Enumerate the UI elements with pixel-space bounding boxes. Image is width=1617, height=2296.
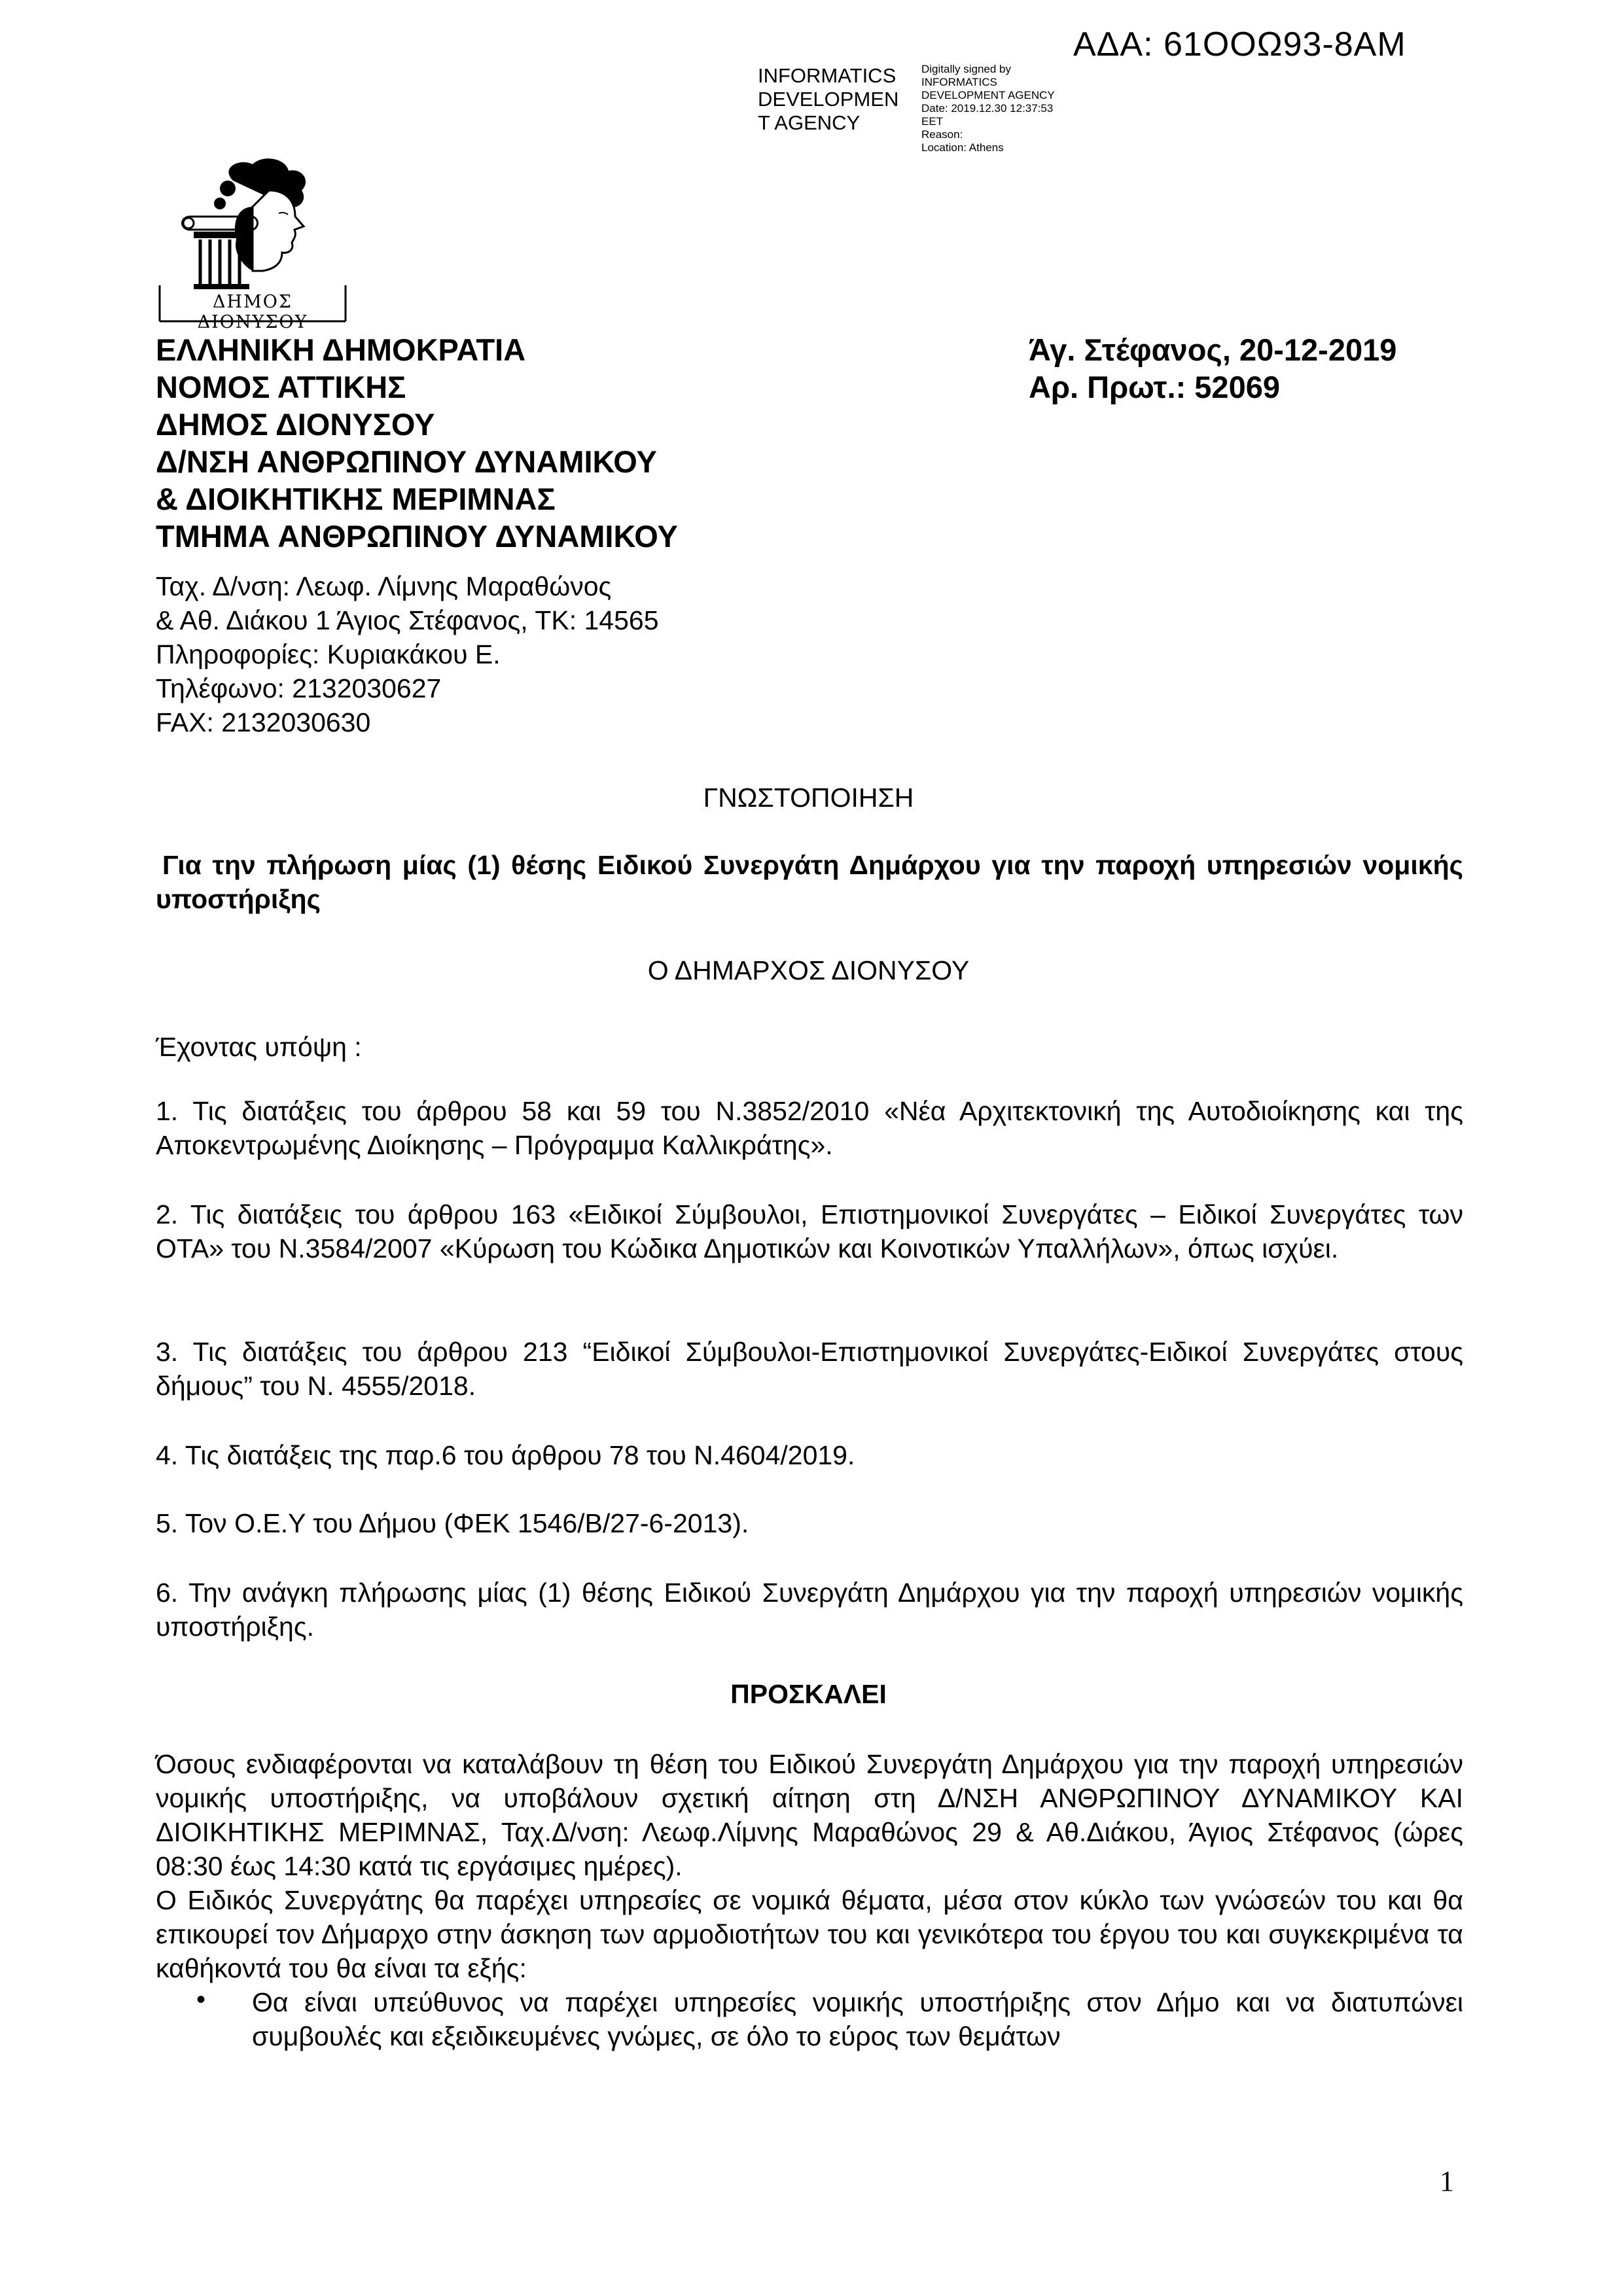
signer-line: DEVELOPMEN bbox=[758, 88, 899, 111]
invites-heading: ΠΡΟΣΚΑΛΕΙ bbox=[730, 1679, 887, 1709]
signer-line: INFORMATICS bbox=[758, 64, 897, 87]
legal-basis-item: 5. Τον Ο.Ε.Υ του Δήμου (ΦΕΚ 1546/Β/27-6-2013). bbox=[156, 1508, 749, 1538]
issuer-line: ΕΛΛΗΝΙΚΗ ΔΗΜΟΚΡΑΤΙΑ bbox=[156, 332, 526, 367]
contact-line: Πληροφορίες: Κυριακάκου Ε. bbox=[156, 639, 501, 669]
signature-detail-line: Digitally signed by bbox=[921, 63, 1012, 75]
legal-basis-item: 6. Την ανάγκη πλήρωσης μίας (1) θέσης Ειδικού Συνεργάτη Δημάρχου για την παροχή υπηρεσιών νομικής υποστήριξης. bbox=[156, 1578, 1463, 1642]
legal-basis-item: 4. Τις διατάξεις της παρ.6 του άρθρου 78 του Ν.4604/2019. bbox=[156, 1440, 855, 1470]
issuer-header bbox=[156, 331, 678, 555]
signature-detail-line: DEVELOPMENT AGENCY bbox=[921, 89, 1055, 101]
contact-line: Ταχ. Δ/νση: Λεωφ. Λίμνης Μαραθώνος bbox=[156, 571, 612, 601]
legal-basis-item: 3. Τις διατάξεις του άρθρου 213 “Ειδικοί Σύμβουλοι-Επιστημονικοί Συνεργάτες-Ειδικοί Συνεργάτες στους δήμους” του Ν. 4555/2018. bbox=[156, 1337, 1463, 1401]
signature-detail-line: Date: 2019.12.30 12:37:53 bbox=[921, 102, 1054, 115]
protocol-number: Αρ. Πρωτ.: 52069 bbox=[1029, 370, 1280, 404]
legal-basis-item: 2. Τις διατάξεις του άρθρου 163 «Ειδικοί Σύμβουλοι, Επιστημονικοί Συνεργάτες – Ειδικοί Συνεργάτες των ΟΤΑ» του Ν.3584/2007 «Κύρωση του Κώδικα Δημοτικών και Κοινοτικών Υπαλλήλων», όπως ισχύει. bbox=[156, 1199, 1463, 1263]
signature-detail-line: Reason: bbox=[921, 128, 963, 141]
bullet-marker: • bbox=[196, 1985, 206, 2014]
contact-line: & Αθ. Διάκου 1 Άγιος Στέφανος, ΤΚ: 14565 bbox=[156, 605, 659, 635]
signer-line: T AGENCY bbox=[758, 111, 861, 134]
notice-title: ΓΝΩΣΤΟΠΟΙΗΣΗ bbox=[703, 783, 914, 813]
contact-details bbox=[156, 569, 659, 739]
issuer-line: & ΔΙΟΙΚΗΤΙΚΗΣ ΜΕΡΙΜΝΑΣ bbox=[156, 482, 556, 516]
signature-detail-line: Location: Athens bbox=[921, 141, 1004, 154]
issuer-line: ΔΗΜΟΣ ΔΙΟΝΥΣΟΥ bbox=[156, 407, 435, 442]
duty-bullet-item: Θα είναι υπεύθυνος να παρέχει υπηρεσίες νομικής υποστήριξης στον Δήμο και να διατυπώνει συμβουλές και εξειδικευμένες γνώμες, σε όλο το εύρος των θεμάτων bbox=[252, 1987, 1463, 2051]
issuer-line: ΝΟΜΟΣ ΑΤΤΙΚΗΣ bbox=[156, 370, 406, 404]
duties-intro-paragraph: Ο Ειδικός Συνεργάτης θα παρέχει υπηρεσίες σε νομικά θέματα, μέσα στον κύκλο των γνώσεών του και θα επικουρεί τον Δήμαρχο στην άσκηση των αρμοδιοτήτων του και γενικότερα του έργου του και συγκεκριμένα τα καθήκοντά του θα είναι τα εξής: bbox=[156, 1885, 1463, 1983]
ada-number: ΑΔΑ: 61ΟΟΩ93-8ΑΜ bbox=[1073, 26, 1406, 63]
legal-basis-item: 1. Τις διατάξεις του άρθρου 58 και 59 του Ν.3852/2010 «Νέα Αρχιτεκτονική της Αυτοδιοίκησης και της Αποκεντρωμένης Διοίκησης – Πρόγραμμα Καλλικράτης». bbox=[156, 1096, 1463, 1160]
logo-caption: ΔΗΜΟΣ ΔΙΟΝΥΣΟΥ bbox=[197, 292, 308, 332]
mayor-heading: Ο ΔΗΜΑΡΧΟΣ ΔΙΟΝΥΣΟΥ bbox=[647, 955, 970, 985]
invitation-paragraph: Όσους ενδιαφέρονται να καταλάβουν τη θέση του Ειδικού Συνεργάτη Δημάρχου για την παροχή υπηρεσιών νομικής υποστήριξης, να υποβάλουν σχετική αίτηση στη Δ/ΝΣΗ ΑΝΘΡΩΠΙΝΟΥ ΔΥΝΑΜΙΚΟΥ ΚΑΙ ΔΙΟΙΚΗΤΙΚΗΣ ΜΕΡΙΜΝΑΣ, Ταχ.Δ/νση: Λεωφ.Λίμνης Μαραθώνος 29 & Αθ.Διάκου, Άγιος Στέφανος (ώρες 08:30 έως 14:30 κατά τις εργάσιμες ημέρες). bbox=[156, 1749, 1463, 1881]
page-number: 1 bbox=[1440, 2165, 1454, 2197]
contact-line: FAX: 2132030630 bbox=[156, 707, 371, 737]
signature-detail-line: EET bbox=[921, 115, 944, 128]
digital-signature-details bbox=[921, 63, 1055, 154]
considering-label: Έχοντας υπόψη : bbox=[156, 1032, 362, 1062]
date-and-protocol bbox=[1029, 331, 1396, 406]
issuer-line: ΤΜΗΜΑ ΑΝΘΡΩΠΙΝΟΥ ΔΥΝΑΜΙΚΟΥ bbox=[156, 519, 678, 554]
notice-subject: Για την πλήρωση μίας (1) θέσης Ειδικού Συνεργάτη Δημάρχου για την παροχή υπηρεσιών νομικής υποστήριξης bbox=[156, 850, 1463, 914]
digital-signature-signer bbox=[758, 64, 915, 135]
issuer-line: Δ/ΝΣΗ ΑΝΘΡΩΠΙΝΟΥ ΔΥΝΑΜΙΚΟΥ bbox=[156, 444, 657, 479]
contact-line: Τηλέφωνο: 2132030627 bbox=[156, 673, 442, 703]
document-date: Άγ. Στέφανος, 20-12-2019 bbox=[1029, 332, 1397, 367]
signature-detail-line: INFORMATICS bbox=[921, 76, 997, 88]
